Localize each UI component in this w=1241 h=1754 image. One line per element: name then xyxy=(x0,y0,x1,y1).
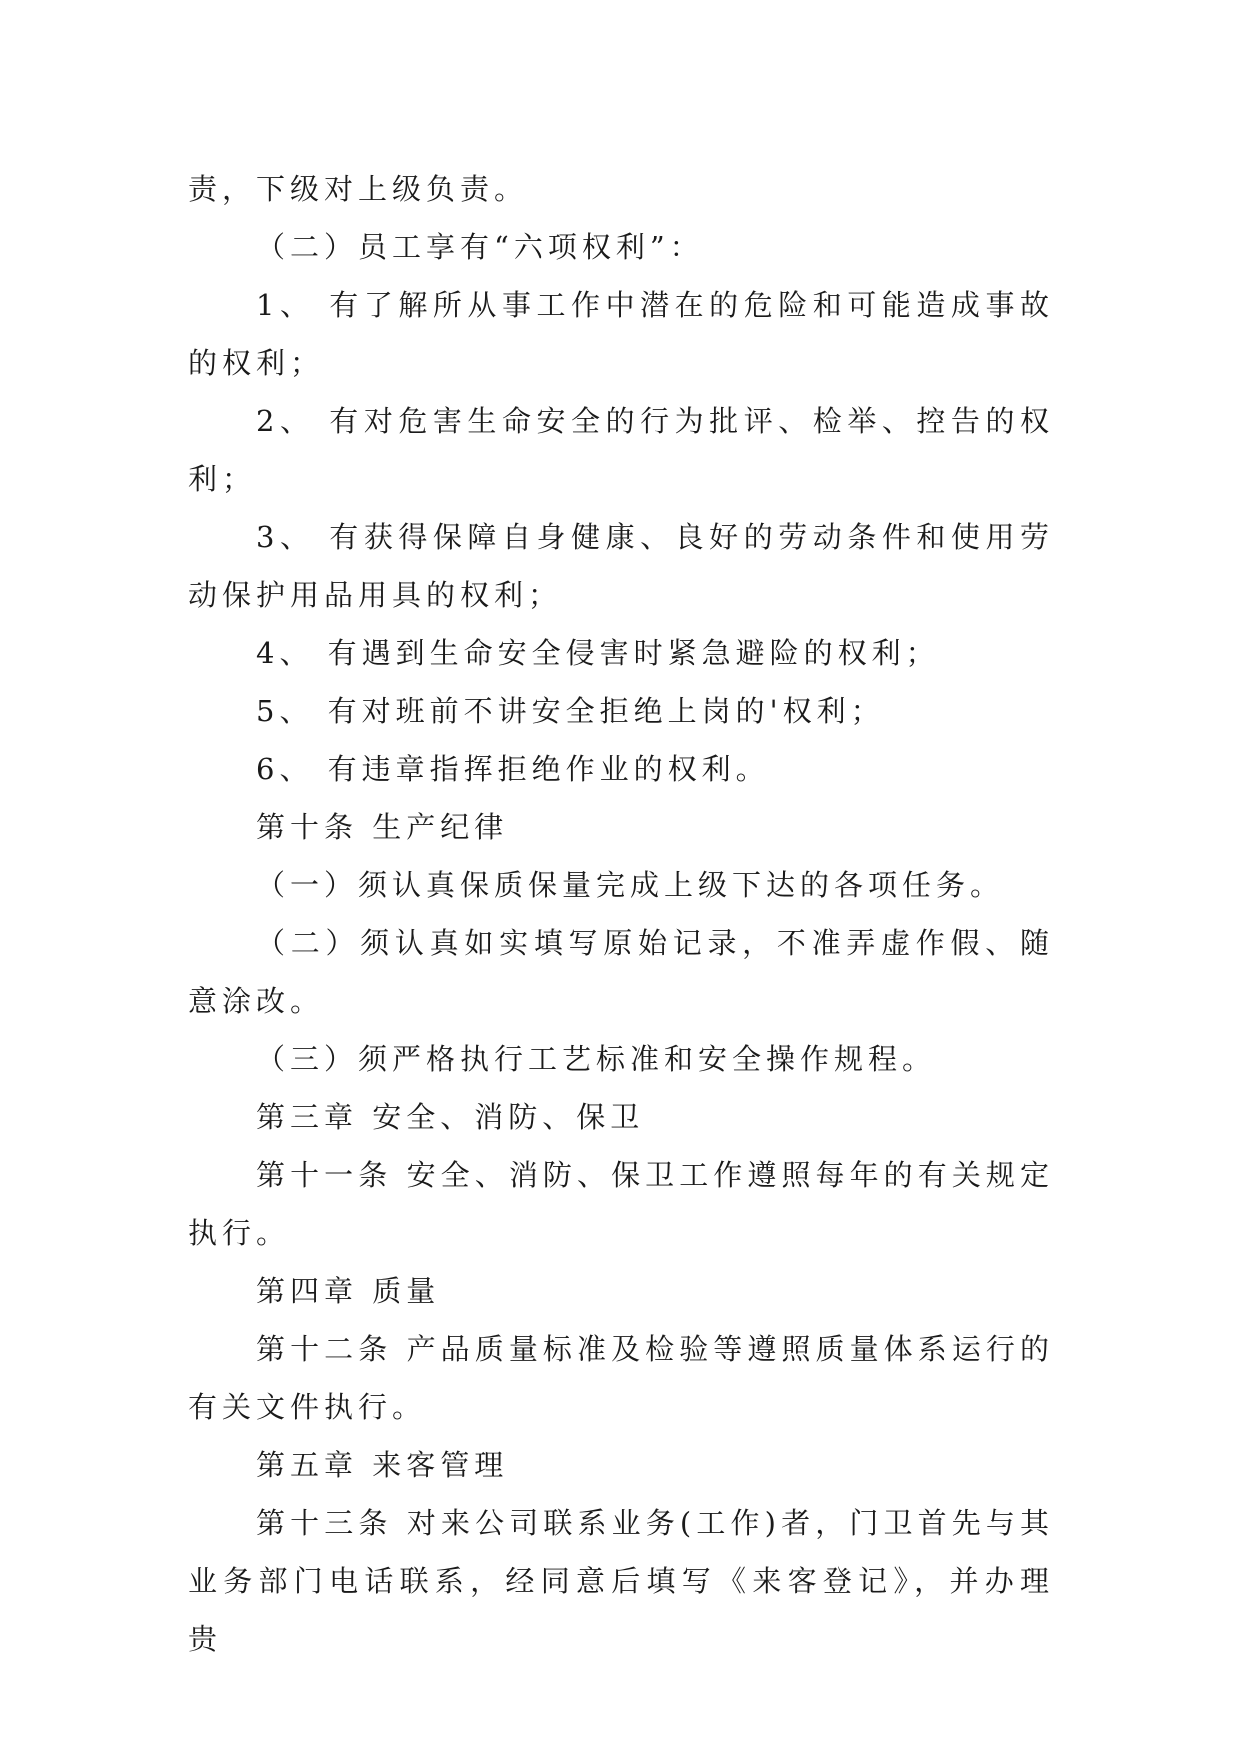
paragraph-right-2: 2、 有对危害生命安全的行为批评、检举、控告的权利； xyxy=(188,404,1054,496)
chapter-5-heading: 第五章 来客管理 xyxy=(256,1448,509,1482)
chapter-4-heading: 第四章 质量 xyxy=(256,1274,441,1308)
paragraph-discipline-2: （二）须认真如实填写原始记录，不准弄虚作假、随意涂改。 xyxy=(188,926,1054,1018)
paragraph-right-4: 4、 有遇到生命安全侵害时紧急避险的权利； xyxy=(256,636,940,670)
paragraph-right-1: 1、 有了解所从事工作中潜在的危险和可能造成事故的权利； xyxy=(188,288,1054,380)
article-10-heading: 第十条 生产纪律 xyxy=(256,810,509,844)
article-13: 第十三条 对来公司联系业务(工作)者，门卫首先与其业务部门电话联系，经同意后填写《来客登记》，并办理贵 xyxy=(188,1506,1054,1656)
article-12: 第十二条 产品质量标准及检验等遵照质量体系运行的有关文件执行。 xyxy=(188,1332,1054,1424)
document-body xyxy=(188,160,1054,1668)
paragraph-right-5: 5、 有对班前不讲安全拒绝上岗的'权利； xyxy=(256,694,885,728)
paragraph-right-6: 6、 有违章指挥拒绝作业的权利。 xyxy=(256,752,770,786)
article-11: 第十一条 安全、消防、保卫工作遵照每年的有关规定执行。 xyxy=(188,1158,1054,1250)
paragraph-discipline-1: （一）须认真保质保量完成上级下达的各项任务。 xyxy=(256,868,1005,902)
paragraph-discipline-3: （三）须严格执行工艺标准和安全操作规程。 xyxy=(256,1042,937,1076)
paragraph-right-3: 3、 有获得保障自身健康、良好的劳动条件和使用劳动保护用品用具的权利； xyxy=(188,520,1054,612)
paragraph-continuation: 责，下级对上级负责。 xyxy=(188,172,529,206)
paragraph-six-rights-heading: （二）员工享有“六项权利”： xyxy=(256,230,704,264)
chapter-3-heading: 第三章 安全、消防、保卫 xyxy=(256,1100,645,1134)
